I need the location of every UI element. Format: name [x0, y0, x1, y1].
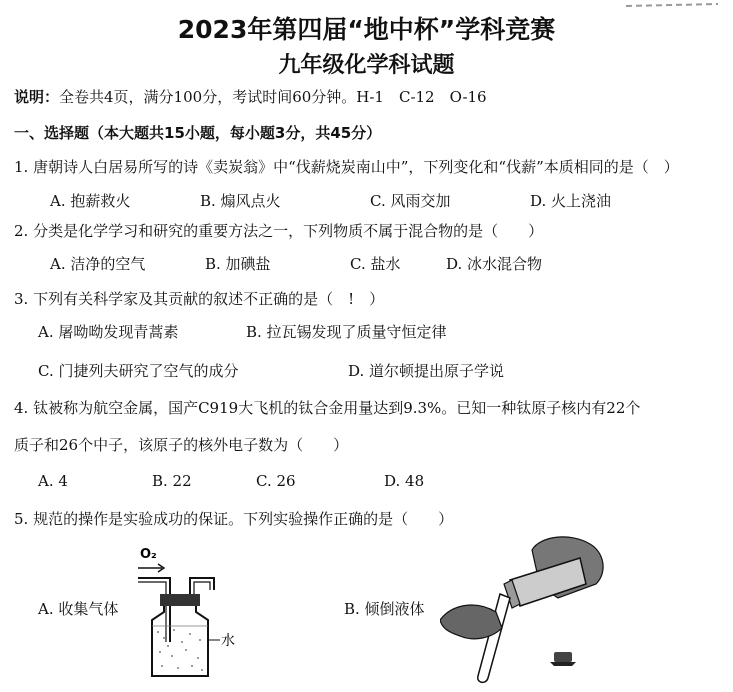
- q4-option-c: C. 26: [256, 472, 296, 490]
- q4-option-b: B. 22: [152, 472, 192, 490]
- question-5-stem: 5. 规范的操作是实验成功的保证。下列实验操作正确的是（ ）: [14, 510, 454, 528]
- q5-option-b: B. 倾倒液体: [344, 600, 425, 618]
- q1-option-c: C. 风雨交加: [370, 192, 451, 210]
- q3-option-d: D. 道尔顿提出原子学说: [348, 362, 505, 380]
- pouring-liquid-figure: [440, 528, 620, 690]
- q5-option-a: A. 收集气体: [38, 600, 119, 618]
- exam-title: 2023年第四届“地中杯”学科竞赛: [177, 15, 556, 44]
- q2-option-c: C. 盐水: [350, 255, 401, 273]
- q4-option-a: A. 4: [38, 472, 68, 490]
- q4-option-d: D. 48: [384, 472, 425, 490]
- instructions-text: 全卷共4页，满分100分，考试时间60分钟。H-1 C-12 O-16: [59, 88, 487, 106]
- q1-option-d: D. 火上浇油: [530, 192, 612, 210]
- water-label: 水: [221, 633, 235, 649]
- question-4-stem-line2: 质子和26个中子，该原子的核外电子数为（ ）: [14, 436, 349, 454]
- question-3-stem: 3. 下列有关科学家及其贡献的叙述不正确的是（ ! ）: [14, 290, 385, 308]
- q1-option-a: A. 抱薪救火: [50, 192, 131, 210]
- q2-option-a: A. 洁净的空气: [50, 255, 146, 273]
- section-heading: 一、选择题（本大题共15小题，每小题3分，共45分）: [14, 124, 382, 142]
- instructions: [14, 86, 487, 107]
- q3-option-c: C. 门捷列夫研究了空气的成分: [38, 362, 239, 380]
- q1-option-b: B. 煽风点火: [200, 192, 281, 210]
- question-4-stem-line1: 4. 钛被称为航空金属，国产C919大飞机的钛合金用量达到9.3%。已知一种钛原子核内有22个: [14, 399, 641, 417]
- question-2-stem: 2. 分类是化学学习和研究的重要方法之一，下列物质不属于混合物的是（ ）: [14, 222, 544, 240]
- q2-option-d: D. 冰水混合物: [446, 255, 543, 273]
- gas-collection-figure: [130, 542, 250, 682]
- q3-option-b: B. 拉瓦锡发现了质量守恒定律: [246, 323, 447, 341]
- q3-option-a: A. 屠呦呦发现青蒿素: [38, 323, 179, 341]
- question-1-stem: 1. 唐朝诗人白居易所写的诗《卖炭翁》中“伐薪烧炭南山中”，下列变化和“伐薪”本质相同的是（ ）: [14, 158, 679, 176]
- q2-option-b: B. 加碘盐: [205, 255, 271, 273]
- gas-label: O₂: [140, 547, 157, 562]
- instructions-label: 说明：: [14, 88, 60, 106]
- exam-subtitle: 九年级化学科试题: [278, 53, 455, 78]
